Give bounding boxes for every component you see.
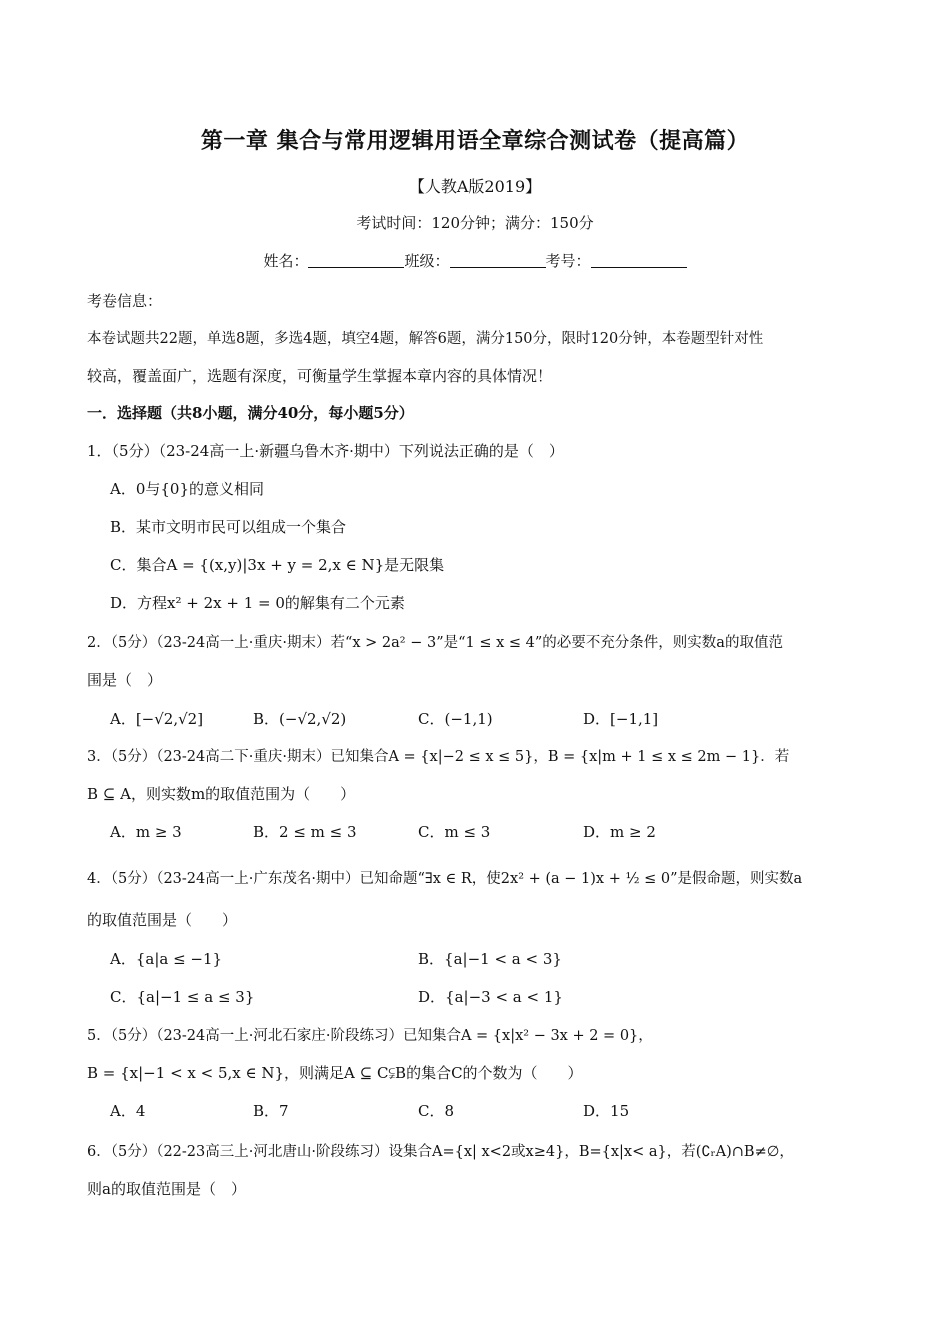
question-2-stem-line-2: 围是（ ） <box>87 671 163 689</box>
id-label: 考号： <box>545 252 591 270</box>
info-line-2: 较高，覆盖面广，选题有深度，可衡量学生掌握本章内容的具体情况！ <box>87 367 553 385</box>
question-2-option-d: D．[−1,1] <box>583 710 659 728</box>
question-4-option-c: C．{a|−1 ≤ a ≤ 3} <box>110 988 255 1006</box>
question-2-stem-line-1: 2．（5分）（23-24高一上·重庆·期末）若“x > 2a² − 3”是“1 ≤ x ≤ 4”的必要不充分条件，则实数a的取值范 <box>87 635 783 651</box>
id-blank <box>591 253 687 268</box>
page-title: 第一章 集合与常用逻辑用语全章综合测试卷（提高篇） <box>200 128 750 154</box>
question-3-option-c: C．m ≤ 3 <box>418 823 491 841</box>
question-6-stem-line-2: 则a的取值范围是（ ） <box>87 1180 246 1198</box>
question-5-option-c: C．8 <box>418 1102 455 1120</box>
question-3-option-a: A．m ≥ 3 <box>110 823 182 841</box>
question-1-option-c: C．集合A = {(x,y)|3x + y = 2,x ∈ N}是无限集 <box>110 556 445 574</box>
question-4-option-b: B．{a|−1 < a < 3} <box>418 950 562 968</box>
class-blank <box>450 253 546 268</box>
name-blank <box>308 253 404 268</box>
question-5-stem-line-1: 5．（5分）（23-24高一上·河北石家庄·阶段练习）已知集合A = {x|x² − 3x + 2 = 0}， <box>87 1028 653 1044</box>
question-5-option-b: B．7 <box>253 1102 289 1120</box>
question-1-option-d: D．方程x² + 2x + 1 = 0的解集有二个元素 <box>110 594 405 612</box>
question-4-stem-line-2: 的取值范围是（ ） <box>87 911 238 929</box>
question-2-option-a: A．[−√2,√2] <box>110 710 204 728</box>
question-6-stem-line-1: 6．（5分）（22-23高三上·河北唐山·阶段练习）设集合A={x| x<2或x≥4}，B={x|x< a}，若(∁ᵣA)∩B≠∅， <box>87 1144 794 1160</box>
question-2-option-c: C．(−1,1) <box>418 710 493 728</box>
question-3-option-b: B．2 ≤ m ≤ 3 <box>253 823 357 841</box>
info-heading: 考卷信息： <box>87 292 163 310</box>
question-5-stem-line-2: B = {x|−1 < x < 5,x ∈ N}，则满足A ⊆ C⫋B的集合C的个数为（ ） <box>87 1064 583 1082</box>
class-label: 班级： <box>404 252 450 270</box>
name-label: 姓名： <box>263 252 309 270</box>
question-3-option-d: D．m ≥ 2 <box>583 823 656 841</box>
info-line-1: 本卷试题共22题，单选8题，多选4题，填空4题，解答6题，满分150分，限时120分钟，本卷题型针对性 <box>87 331 764 347</box>
question-5-option-a: A．4 <box>110 1102 146 1120</box>
student-info-line <box>0 250 950 271</box>
question-4-stem-line-1: 4．（5分）（23-24高一上·广东茂名·期中）已知命题“∃x ∈ R，使2x² + (a − 1)x + ½ ≤ 0”是假命题，则实数a <box>87 871 803 887</box>
question-3-stem-line-1: 3．（5分）（23-24高二下·重庆·期末）已知集合A = {x|−2 ≤ x ≤ 5}，B = {x|m + 1 ≤ x ≤ 2m − 1}．若 <box>87 749 790 765</box>
question-1-option-a: A．0与{0}的意义相同 <box>110 480 265 498</box>
question-1-option-b: B．某市文明市民可以组成一个集合 <box>110 518 347 536</box>
section-heading: 一．选择题（共8小题，满分40分，每小题5分） <box>87 404 414 422</box>
question-1-stem: 1．（5分）（23-24高一上·新疆乌鲁木齐·期中）下列说法正确的是（ ） <box>87 442 564 460</box>
question-4-option-a: A．{a|a ≤ −1} <box>110 950 223 968</box>
edition-label: 【人教A版2019】 <box>408 177 542 196</box>
exam-time-info: 考试时间：120分钟；满分：150分 <box>356 214 594 232</box>
question-3-stem-line-2: B ⊆ A，则实数m的取值范围为（ ） <box>87 785 356 803</box>
question-2-option-b: B．(−√2,√2) <box>253 710 347 728</box>
question-5-option-d: D．15 <box>583 1102 630 1120</box>
question-4-option-d: D．{a|−3 < a < 1} <box>418 988 563 1006</box>
